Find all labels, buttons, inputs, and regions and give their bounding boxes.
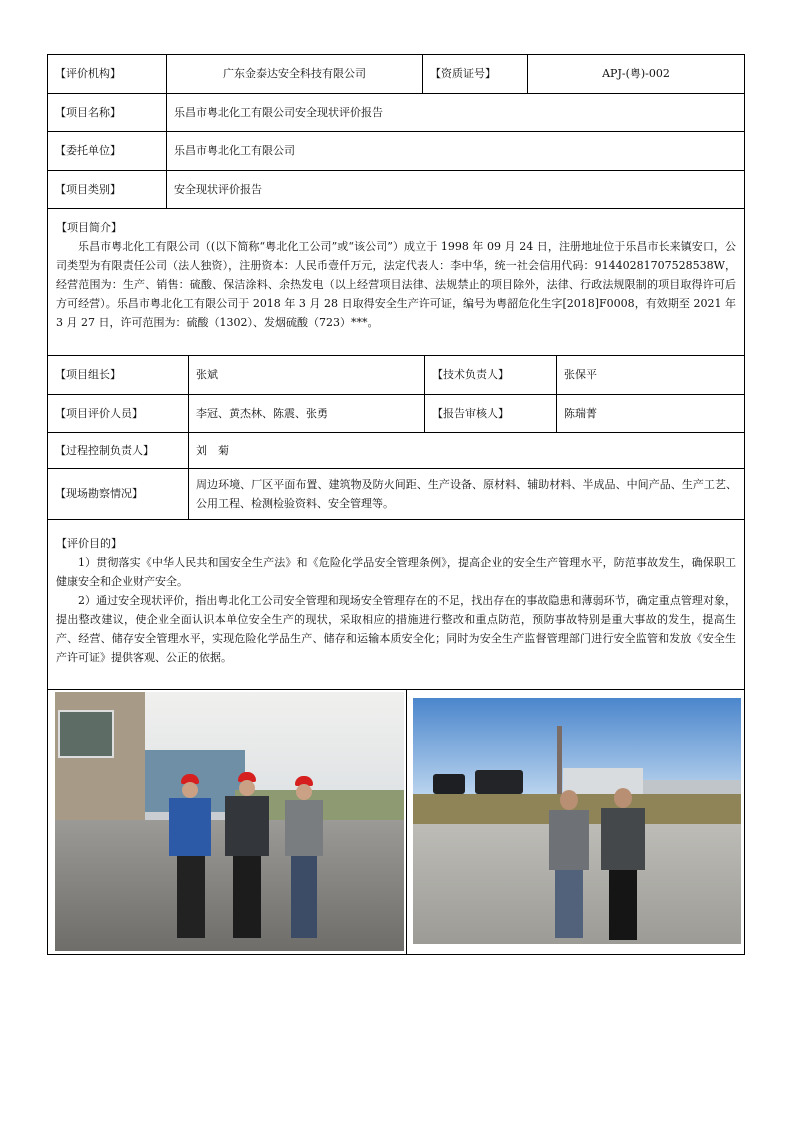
intro-section [48, 209, 744, 356]
process-value: 刘 菊 [188, 433, 744, 468]
cert-value: APJ-(粤)-002 [527, 55, 744, 93]
site-photo-2 [413, 698, 741, 944]
site-photos-row [48, 690, 744, 954]
purpose-paragraph-1: 1）贯彻落实《中华人民共和国安全生产法》和《危险化学品安全管理条例》，提高企业的安全生产管理水平，防范事故发生，确保职工健康安全和企业财产安全。 [56, 556, 736, 588]
client-label: 【委托单位】 [55, 144, 121, 157]
project-name-row [48, 94, 744, 132]
org-row [48, 55, 744, 94]
purpose-paragraph-2: 2）通过安全现状评价，指出粤北化工公司安全管理和现场安全管理存在的不足，找出存在的事故隐患和薄弱环节，确定重点管理对象，提出整改建议，使企业全面认识本单位安全生产的现状，采取相应的措施进行整改和重点防范，预防事故特别是重大事故的发生，提高生产、经营、储存安全管理水平，实现危险化学品生产、储存和运输本质安全化；同时为安全生产监督管理部门进行安全监管和发放《安全生产许可证》提供客观、公正的依据。 [56, 594, 736, 664]
category-label: 【项目类别】 [55, 182, 121, 196]
category-value: 安全现状评价报告 [166, 171, 744, 208]
evaluation-info-table [47, 54, 745, 955]
survey-row [48, 469, 744, 520]
evaluators-label: 【项目评价人员】 [55, 406, 143, 420]
survey-value: 周边环境、厂区平面布置、建筑物及防火间距、生产设备、原材料、辅助材料、半成品、中间产品、生产工艺、公用工程、检测检验资料、安全管理等。 [188, 469, 744, 519]
purpose-label: 【评价目的】 [56, 537, 122, 550]
evaluators-row [48, 395, 744, 433]
site-photo-1 [55, 692, 404, 951]
tech-lead-label: 【技术负责人】 [424, 356, 556, 394]
intro-paragraph: 乐昌市粤北化工有限公司（(以下简称“粤北化工公司”或“该公司”）成立于 1998 年 09 月 24 日，注册地址位于乐昌市长来镇安口，公司类型为有限责任公司（法人独资），注册资本：人民币壹仟万元，法定代表人：李中华，统一社会信用代码：91440281707528538W，经营范围为：生产、销售：硫酸、保洁涂料、余热发电（以上经营项目法律、法规禁止的项目除外，法律、行政法规限制的项目取得许可后方可经营）。乐昌市粤北化工有限公司于 2018 年 3 月 28 日取得安全生产许可证，编号为粤韶危化生字[2018]F0008，有效期至 2021 年 3 月 27 日，许可范围为：硫酸（1302）、发烟硫酸（723）***。 [56, 240, 736, 329]
org-value: 广东金泰达安全科技有限公司 [166, 55, 422, 93]
project-name-value: 乐昌市粤北化工有限公司安全现状评价报告 [166, 94, 744, 131]
client-row [48, 132, 744, 171]
process-row [48, 433, 744, 469]
leader-label: 【项目组长】 [55, 368, 121, 381]
site-photo-cell-2 [406, 690, 744, 954]
survey-label: 【现场勘察情况】 [55, 487, 143, 500]
cert-label: 【资质证号】 [422, 55, 527, 93]
evaluators-value: 李冠、黄杰林、陈震、张勇 [188, 395, 424, 432]
purpose-section [48, 520, 744, 690]
reviewer-label: 【报告审核人】 [424, 395, 556, 432]
client-value: 乐昌市粤北化工有限公司 [166, 132, 744, 170]
project-name-label: 【项目名称】 [55, 105, 121, 119]
org-label: 【评价机构】 [55, 67, 121, 80]
tech-lead-value: 张保平 [556, 356, 744, 394]
leader-row [48, 356, 744, 395]
site-photo-cell-1 [48, 690, 406, 954]
reviewer-value: 陈瑞菁 [556, 395, 744, 432]
process-label: 【过程控制负责人】 [55, 443, 154, 457]
intro-label: 【项目简介】 [56, 221, 122, 234]
leader-value: 张斌 [188, 356, 424, 394]
category-row [48, 171, 744, 209]
